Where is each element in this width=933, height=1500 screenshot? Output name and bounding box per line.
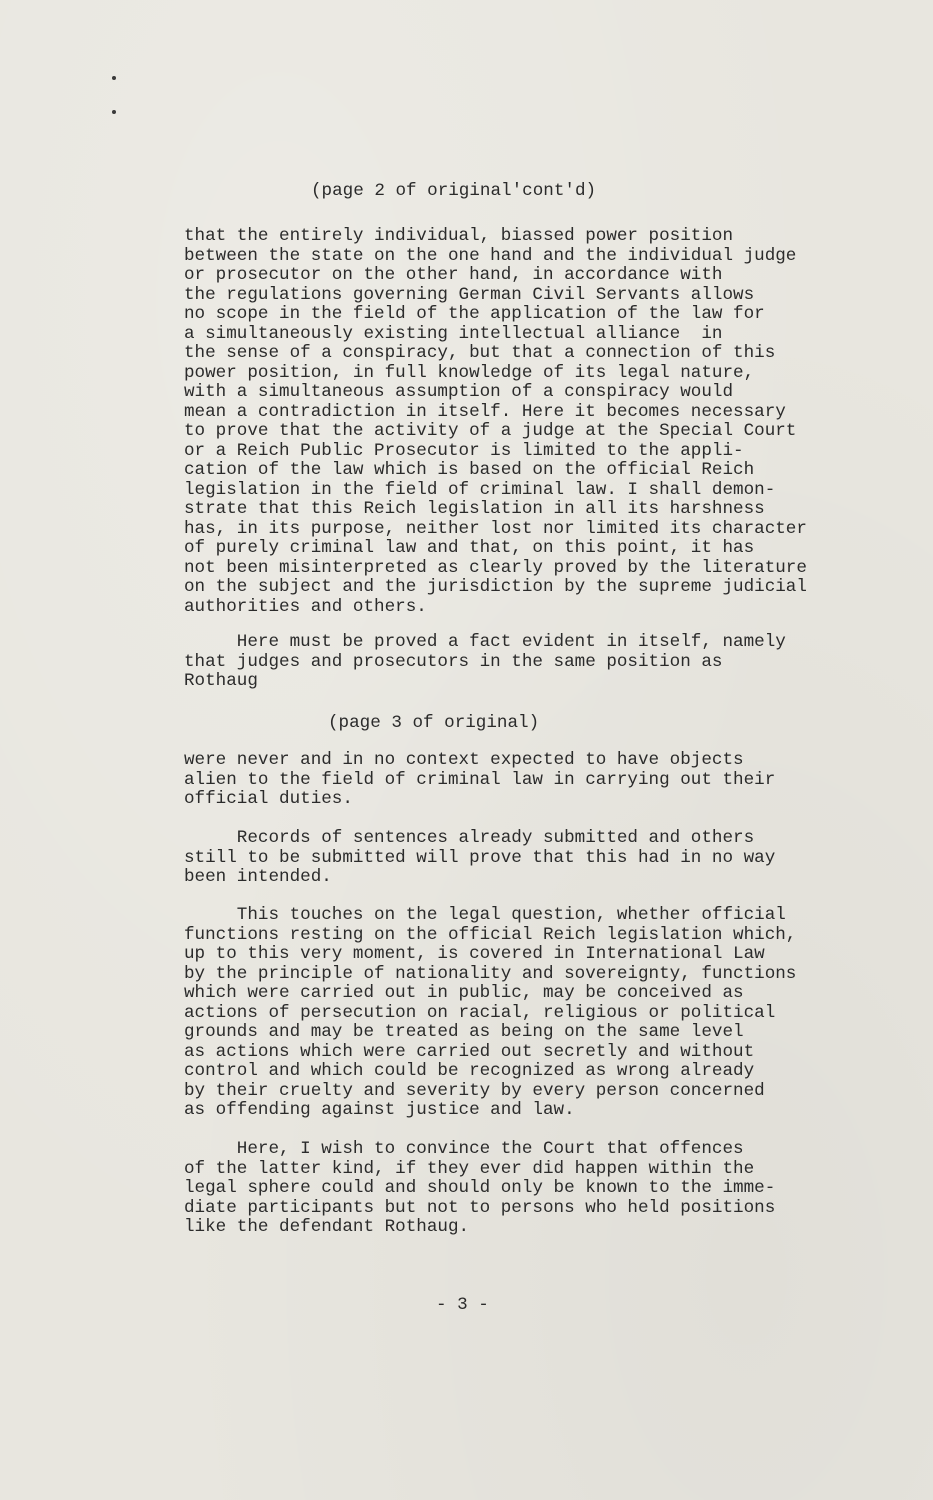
text-line: or a Reich Public Prosecutor is limited to the appli- — [184, 440, 744, 461]
text-line: been intended. — [184, 867, 332, 887]
text-line: mean a contradiction in itself. Here it becomes necessary — [184, 401, 786, 422]
text-line: the regulations governing German Civil Servants allows — [184, 284, 755, 305]
text-line: between the state on the one hand and the individual judge — [184, 245, 797, 266]
margin-mark — [112, 76, 116, 80]
text-line: of purely criminal law and that, on this point, it has — [184, 538, 755, 558]
text-line: power position, in full knowledge of its legal nature, — [184, 362, 755, 383]
text-line: with a simultaneous assumption of a conspiracy would — [184, 382, 734, 402]
text-line: a simultaneously existing intellectual alliance in — [184, 323, 723, 344]
text-line: on the subject and the jurisdiction by the supreme judicial — [184, 577, 807, 597]
text-line: grounds and may be treated as being on the same level — [184, 1022, 744, 1042]
paragraph-4 — [184, 829, 775, 888]
text-line: as offending against justice and law. — [184, 1100, 575, 1120]
margin-mark — [112, 110, 116, 114]
text-line: Rothaug — [184, 671, 258, 691]
paragraph-5 — [184, 906, 796, 1121]
text-line: like the defendant Rothaug. — [184, 1217, 470, 1237]
page-heading-continued: (page 2 of original'cont'd) — [311, 181, 597, 201]
text-line: not been misinterpreted as clearly proved by the literature — [184, 557, 807, 578]
text-line: Here, I wish to convince the Court that offences — [184, 1139, 744, 1159]
text-line: legal sphere could and should only be known to the imme- — [184, 1178, 776, 1198]
text-line: which were carried out in public, may be conceived as — [184, 983, 744, 1003]
paragraph-6 — [184, 1140, 775, 1238]
text-line: functions resting on the official Reich legislation which, — [184, 924, 797, 945]
paragraph-3 — [184, 751, 775, 810]
paragraph-2 — [184, 633, 786, 692]
text-line: actions of persecution on racial, religious or political — [184, 1002, 776, 1023]
text-line: control and which could be recognized as wrong already — [184, 1061, 755, 1081]
text-line: diate participants but not to persons who held positions — [184, 1197, 776, 1218]
text-line: of the latter kind, if they ever did happen within the — [184, 1158, 755, 1179]
text-line: by the principle of nationality and sovereignty, functions — [184, 963, 797, 984]
text-line: legislation in the field of criminal law. I shall demon- — [184, 479, 776, 500]
page-heading-3: (page 3 of original) — [328, 713, 540, 733]
text-line: the sense of a conspiracy, but that a connection of this — [184, 343, 776, 363]
text-line: up to this very moment, is covered in International Law — [184, 944, 765, 964]
text-line: or prosecutor on the other hand, in accordance with — [184, 265, 723, 285]
text-line: Records of sentences already submitted and others — [184, 828, 755, 848]
text-line: that judges and prosecutors in the same position as — [184, 651, 723, 672]
text-line: no scope in the field of the application of the law for — [184, 304, 765, 324]
text-line: were never and in no context expected to have objects — [184, 750, 744, 770]
text-line: has, in its purpose, neither lost nor limited its character — [184, 518, 807, 539]
paragraph-1 — [184, 227, 807, 617]
text-line: cation of the law which is based on the official Reich — [184, 460, 755, 480]
text-line: strate that this Reich legislation in all its harshness — [184, 499, 765, 519]
page-number: - 3 - — [436, 1295, 489, 1315]
text-line: Here must be proved a fact evident in itself, namely — [184, 632, 786, 652]
text-line: still to be submitted will prove that this had in no way — [184, 847, 776, 868]
text-line: authorities and others. — [184, 596, 427, 617]
text-line: by their cruelty and severity by every person concerned — [184, 1080, 765, 1101]
text-line: that the entirely individual, biassed power position — [184, 226, 734, 246]
text-line: as actions which were carried out secretly and without — [184, 1041, 755, 1062]
text-line: This touches on the legal question, whether official — [184, 905, 786, 925]
text-line: to prove that the activity of a judge at the Special Court — [184, 421, 797, 441]
text-line: alien to the field of criminal law in carrying out their — [184, 769, 776, 790]
text-line: official duties. — [184, 789, 353, 809]
